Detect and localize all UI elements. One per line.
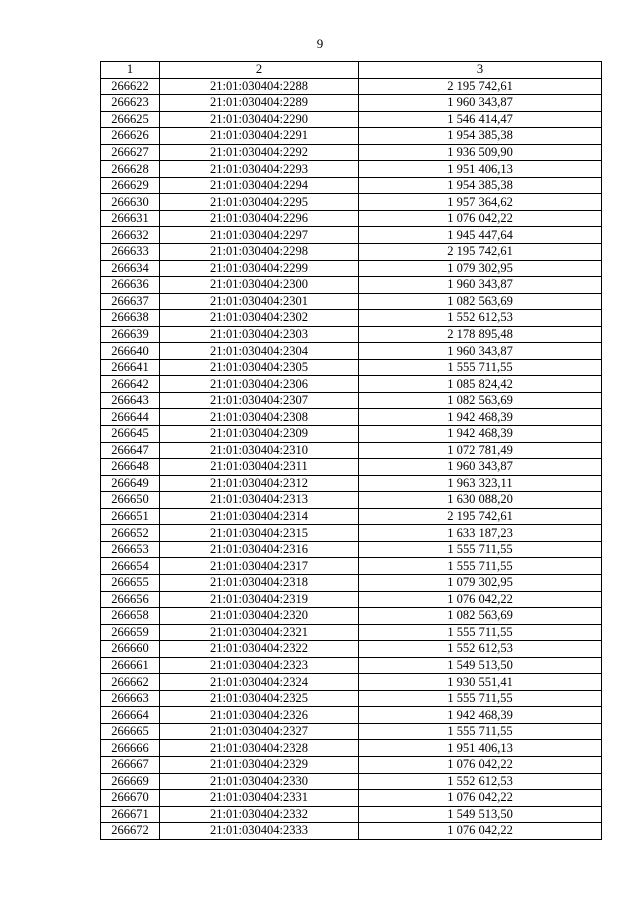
cell-cadastral-number: 21:01:030404:2312 bbox=[160, 475, 359, 492]
cell-cadastral-number: 21:01:030404:2297 bbox=[160, 227, 359, 244]
cell-row-id: 266665 bbox=[101, 723, 160, 740]
cell-row-id: 266645 bbox=[101, 426, 160, 443]
cell-value: 1 076 042,22 bbox=[359, 756, 602, 773]
cell-row-id: 266639 bbox=[101, 326, 160, 343]
cell-cadastral-number: 21:01:030404:2290 bbox=[160, 111, 359, 128]
table-row bbox=[101, 177, 602, 194]
cell-value: 1 552 612,53 bbox=[359, 773, 602, 790]
cell-row-id: 266622 bbox=[101, 78, 160, 95]
cell-row-id: 266667 bbox=[101, 756, 160, 773]
table-row bbox=[101, 442, 602, 459]
table-row bbox=[101, 657, 602, 674]
table-row bbox=[101, 608, 602, 625]
table-row bbox=[101, 541, 602, 558]
table-header-row bbox=[101, 62, 602, 79]
cell-row-id: 266632 bbox=[101, 227, 160, 244]
cell-cadastral-number: 21:01:030404:2302 bbox=[160, 310, 359, 327]
cell-value: 1 082 563,69 bbox=[359, 392, 602, 409]
cell-row-id: 266663 bbox=[101, 690, 160, 707]
cell-value: 1 942 468,39 bbox=[359, 707, 602, 724]
cell-cadastral-number: 21:01:030404:2325 bbox=[160, 690, 359, 707]
cell-row-id: 266656 bbox=[101, 591, 160, 608]
cell-value: 1 076 042,22 bbox=[359, 591, 602, 608]
cell-cadastral-number: 21:01:030404:2324 bbox=[160, 674, 359, 691]
table-row bbox=[101, 277, 602, 294]
cell-row-id: 266671 bbox=[101, 806, 160, 823]
cell-row-id: 266662 bbox=[101, 674, 160, 691]
cell-value: 1 549 513,50 bbox=[359, 806, 602, 823]
cell-cadastral-number: 21:01:030404:2319 bbox=[160, 591, 359, 608]
cell-value: 1 936 509,90 bbox=[359, 144, 602, 161]
cell-row-id: 266672 bbox=[101, 823, 160, 840]
table-row bbox=[101, 674, 602, 691]
cell-row-id: 266637 bbox=[101, 293, 160, 310]
table-row bbox=[101, 459, 602, 476]
table-row bbox=[101, 293, 602, 310]
cell-row-id: 266650 bbox=[101, 492, 160, 509]
table-row bbox=[101, 343, 602, 360]
cell-value: 1 963 323,11 bbox=[359, 475, 602, 492]
cell-row-id: 266640 bbox=[101, 343, 160, 360]
cell-value: 1 552 612,53 bbox=[359, 310, 602, 327]
cell-cadastral-number: 21:01:030404:2320 bbox=[160, 608, 359, 625]
cell-cadastral-number: 21:01:030404:2304 bbox=[160, 343, 359, 360]
cell-cadastral-number: 21:01:030404:2307 bbox=[160, 392, 359, 409]
cell-value: 1 945 447,64 bbox=[359, 227, 602, 244]
cell-row-id: 266631 bbox=[101, 210, 160, 227]
cell-row-id: 266659 bbox=[101, 624, 160, 641]
table-row bbox=[101, 111, 602, 128]
column-header-2: 2 bbox=[160, 62, 359, 79]
cell-row-id: 266661 bbox=[101, 657, 160, 674]
cell-cadastral-number: 21:01:030404:2309 bbox=[160, 426, 359, 443]
cell-row-id: 266649 bbox=[101, 475, 160, 492]
cell-value: 1 942 468,39 bbox=[359, 409, 602, 426]
table-row bbox=[101, 144, 602, 161]
cell-row-id: 266626 bbox=[101, 128, 160, 145]
table-row bbox=[101, 359, 602, 376]
cell-value: 1 960 343,87 bbox=[359, 95, 602, 112]
table-row bbox=[101, 723, 602, 740]
table-row bbox=[101, 756, 602, 773]
cell-row-id: 266623 bbox=[101, 95, 160, 112]
cell-row-id: 266636 bbox=[101, 277, 160, 294]
cell-cadastral-number: 21:01:030404:2328 bbox=[160, 740, 359, 757]
table-row bbox=[101, 525, 602, 542]
table-row bbox=[101, 194, 602, 211]
cell-row-id: 266633 bbox=[101, 244, 160, 261]
table-row bbox=[101, 492, 602, 509]
cell-row-id: 266647 bbox=[101, 442, 160, 459]
cell-value: 2 178 895,48 bbox=[359, 326, 602, 343]
column-header-1: 1 bbox=[101, 62, 160, 79]
table-row bbox=[101, 558, 602, 575]
cell-cadastral-number: 21:01:030404:2322 bbox=[160, 641, 359, 658]
cell-cadastral-number: 21:01:030404:2291 bbox=[160, 128, 359, 145]
table-row bbox=[101, 508, 602, 525]
cell-value: 1 954 385,38 bbox=[359, 177, 602, 194]
cell-value: 1 082 563,69 bbox=[359, 608, 602, 625]
table-row bbox=[101, 409, 602, 426]
cell-value: 2 195 742,61 bbox=[359, 78, 602, 95]
cell-value: 1 555 711,55 bbox=[359, 359, 602, 376]
cell-row-id: 266652 bbox=[101, 525, 160, 542]
table-row bbox=[101, 326, 602, 343]
table-row bbox=[101, 376, 602, 393]
table-row bbox=[101, 244, 602, 261]
cell-value: 1 555 711,55 bbox=[359, 690, 602, 707]
cell-cadastral-number: 21:01:030404:2306 bbox=[160, 376, 359, 393]
cell-value: 1 555 711,55 bbox=[359, 624, 602, 641]
cell-cadastral-number: 21:01:030404:2298 bbox=[160, 244, 359, 261]
cell-row-id: 266627 bbox=[101, 144, 160, 161]
table-row bbox=[101, 740, 602, 757]
table-row bbox=[101, 426, 602, 443]
cell-row-id: 266634 bbox=[101, 260, 160, 277]
table-row bbox=[101, 95, 602, 112]
cell-value: 1 957 364,62 bbox=[359, 194, 602, 211]
cell-cadastral-number: 21:01:030404:2321 bbox=[160, 624, 359, 641]
cell-value: 1 072 781,49 bbox=[359, 442, 602, 459]
cell-value: 1 633 187,23 bbox=[359, 525, 602, 542]
cell-cadastral-number: 21:01:030404:2316 bbox=[160, 541, 359, 558]
cell-cadastral-number: 21:01:030404:2315 bbox=[160, 525, 359, 542]
table-row bbox=[101, 591, 602, 608]
cell-row-id: 266664 bbox=[101, 707, 160, 724]
cell-value: 1 552 612,53 bbox=[359, 641, 602, 658]
cell-value: 2 195 742,61 bbox=[359, 508, 602, 525]
cell-cadastral-number: 21:01:030404:2323 bbox=[160, 657, 359, 674]
cell-value: 1 079 302,95 bbox=[359, 260, 602, 277]
cell-value: 1 555 711,55 bbox=[359, 558, 602, 575]
table-row bbox=[101, 773, 602, 790]
cell-cadastral-number: 21:01:030404:2327 bbox=[160, 723, 359, 740]
table-row bbox=[101, 574, 602, 591]
cell-value: 1 076 042,22 bbox=[359, 823, 602, 840]
table-row bbox=[101, 790, 602, 807]
table-row bbox=[101, 260, 602, 277]
cell-cadastral-number: 21:01:030404:2293 bbox=[160, 161, 359, 178]
cell-row-id: 266642 bbox=[101, 376, 160, 393]
cell-row-id: 266630 bbox=[101, 194, 160, 211]
cell-row-id: 266629 bbox=[101, 177, 160, 194]
cell-value: 1 630 088,20 bbox=[359, 492, 602, 509]
cell-value: 1 555 711,55 bbox=[359, 541, 602, 558]
cell-value: 1 076 042,22 bbox=[359, 790, 602, 807]
cell-row-id: 266669 bbox=[101, 773, 160, 790]
cell-cadastral-number: 21:01:030404:2295 bbox=[160, 194, 359, 211]
cell-value: 1 951 406,13 bbox=[359, 740, 602, 757]
table-row bbox=[101, 823, 602, 840]
cell-row-id: 266651 bbox=[101, 508, 160, 525]
cell-cadastral-number: 21:01:030404:2333 bbox=[160, 823, 359, 840]
cell-value: 1 954 385,38 bbox=[359, 128, 602, 145]
cell-row-id: 266658 bbox=[101, 608, 160, 625]
table-row bbox=[101, 310, 602, 327]
cell-row-id: 266666 bbox=[101, 740, 160, 757]
table-row bbox=[101, 128, 602, 145]
cell-row-id: 266648 bbox=[101, 459, 160, 476]
cell-cadastral-number: 21:01:030404:2317 bbox=[160, 558, 359, 575]
cell-value: 1 085 824,42 bbox=[359, 376, 602, 393]
cell-value: 1 942 468,39 bbox=[359, 426, 602, 443]
cell-value: 1 960 343,87 bbox=[359, 343, 602, 360]
page-number: 9 bbox=[316, 36, 324, 51]
cell-cadastral-number: 21:01:030404:2329 bbox=[160, 756, 359, 773]
cell-cadastral-number: 21:01:030404:2318 bbox=[160, 574, 359, 591]
cell-value: 1 951 406,13 bbox=[359, 161, 602, 178]
cell-row-id: 266653 bbox=[101, 541, 160, 558]
cell-cadastral-number: 21:01:030404:2303 bbox=[160, 326, 359, 343]
cell-row-id: 266660 bbox=[101, 641, 160, 658]
cell-row-id: 266654 bbox=[101, 558, 160, 575]
cell-value: 1 079 302,95 bbox=[359, 574, 602, 591]
cell-cadastral-number: 21:01:030404:2311 bbox=[160, 459, 359, 476]
table-row bbox=[101, 707, 602, 724]
cell-row-id: 266655 bbox=[101, 574, 160, 591]
cell-row-id: 266641 bbox=[101, 359, 160, 376]
cell-cadastral-number: 21:01:030404:2330 bbox=[160, 773, 359, 790]
cell-row-id: 266670 bbox=[101, 790, 160, 807]
cell-cadastral-number: 21:01:030404:2331 bbox=[160, 790, 359, 807]
cell-cadastral-number: 21:01:030404:2326 bbox=[160, 707, 359, 724]
cell-cadastral-number: 21:01:030404:2314 bbox=[160, 508, 359, 525]
table-row bbox=[101, 78, 602, 95]
cell-cadastral-number: 21:01:030404:2292 bbox=[160, 144, 359, 161]
cell-cadastral-number: 21:01:030404:2294 bbox=[160, 177, 359, 194]
table-body bbox=[101, 78, 602, 839]
table-row bbox=[101, 641, 602, 658]
cell-row-id: 266638 bbox=[101, 310, 160, 327]
cell-value: 1 546 414,47 bbox=[359, 111, 602, 128]
cell-value: 1 076 042,22 bbox=[359, 210, 602, 227]
data-table bbox=[100, 61, 602, 840]
cell-cadastral-number: 21:01:030404:2310 bbox=[160, 442, 359, 459]
cell-row-id: 266644 bbox=[101, 409, 160, 426]
column-header-3: 3 bbox=[359, 62, 602, 79]
cell-value: 2 195 742,61 bbox=[359, 244, 602, 261]
table-row bbox=[101, 690, 602, 707]
table-row bbox=[101, 227, 602, 244]
table-row bbox=[101, 392, 602, 409]
cell-value: 1 930 551,41 bbox=[359, 674, 602, 691]
cell-cadastral-number: 21:01:030404:2305 bbox=[160, 359, 359, 376]
cell-cadastral-number: 21:01:030404:2300 bbox=[160, 277, 359, 294]
table-row bbox=[101, 161, 602, 178]
cell-cadastral-number: 21:01:030404:2288 bbox=[160, 78, 359, 95]
cell-value: 1 082 563,69 bbox=[359, 293, 602, 310]
table-row bbox=[101, 210, 602, 227]
cell-cadastral-number: 21:01:030404:2301 bbox=[160, 293, 359, 310]
cell-cadastral-number: 21:01:030404:2296 bbox=[160, 210, 359, 227]
cell-row-id: 266625 bbox=[101, 111, 160, 128]
cell-cadastral-number: 21:01:030404:2332 bbox=[160, 806, 359, 823]
cell-cadastral-number: 21:01:030404:2299 bbox=[160, 260, 359, 277]
cell-cadastral-number: 21:01:030404:2308 bbox=[160, 409, 359, 426]
cell-row-id: 266643 bbox=[101, 392, 160, 409]
table-row bbox=[101, 475, 602, 492]
cell-cadastral-number: 21:01:030404:2289 bbox=[160, 95, 359, 112]
table-row bbox=[101, 806, 602, 823]
cell-value: 1 549 513,50 bbox=[359, 657, 602, 674]
cell-value: 1 960 343,87 bbox=[359, 459, 602, 476]
cell-row-id: 266628 bbox=[101, 161, 160, 178]
cell-value: 1 555 711,55 bbox=[359, 723, 602, 740]
cell-value: 1 960 343,87 bbox=[359, 277, 602, 294]
table-row bbox=[101, 624, 602, 641]
cell-cadastral-number: 21:01:030404:2313 bbox=[160, 492, 359, 509]
